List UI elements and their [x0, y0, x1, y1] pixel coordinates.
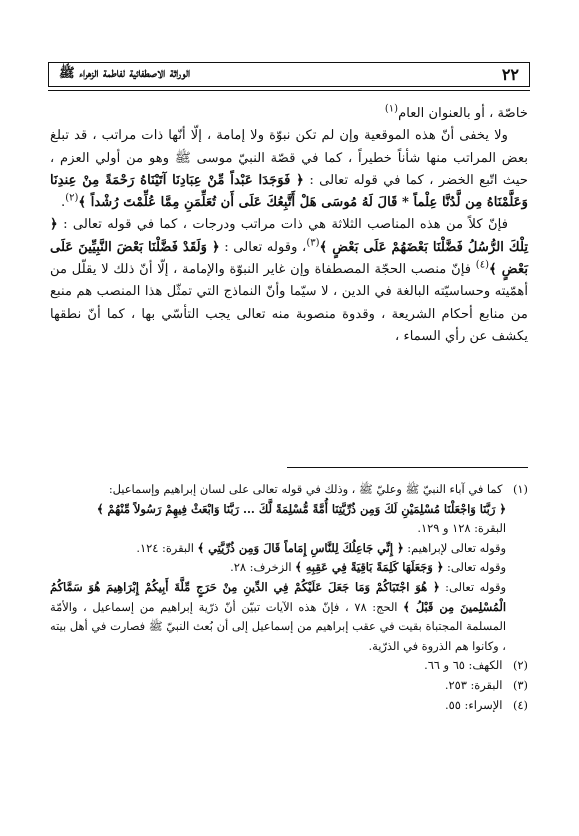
- paragraph-1-text: خاصّة ، أو بالعنوان العام: [398, 106, 528, 121]
- quran-quote: ﴿ فَوَجَدَا عَبْداً مِّنْ عِبَادِنَا آتَيْنَاهُ رَحْمَةً مِنْ عِندِنَا وَعَلَّمْنَاهُ مِن لَّدُنَّا عِلْماً * قَالَ لَهُ مُوسَى هَلْ أَتَّبِعُكَ عَلَى أَن تُعَلِّمَنِ مِمَّا عُلِّمْتَ رُشْداً ﴾: [50, 172, 528, 211]
- paragraph-2-end: .: [60, 195, 66, 211]
- header-rule: [48, 90, 530, 91]
- footnote-ref-text: البقرة: ١٢٨ و ١٢٩.: [417, 521, 506, 536]
- footnote-label: (٢): [512, 658, 528, 673]
- footnotes: [50, 480, 528, 715]
- footnote-separator: [287, 467, 528, 468]
- body-text: [50, 103, 528, 348]
- quran-quote: ﴿ وَلَقَدْ فَضَّلْنَا بَعْضَ النَّبِيِّينَ عَلَى بَعْضٍ ﴾: [50, 239, 528, 278]
- footnote-ref-3: (٣): [306, 237, 320, 249]
- page-number: ٢٢: [501, 65, 519, 84]
- footnote-text: البقرة: ٢٥٣.: [444, 677, 503, 692]
- footnote-1-ref: [50, 519, 528, 539]
- footnote-ref-4: (٤): [475, 259, 489, 271]
- footnote-1: [50, 480, 528, 500]
- footnote-label: (٣): [512, 677, 528, 692]
- footnote-text: الإسراء: ٥٥.: [445, 697, 503, 712]
- quran-quote: ﴿ وَجَعَلَهَا كَلِمَةً بَاقِيَةً فِي عَقِبِهِ ﴾: [295, 560, 444, 575]
- quran-quote: ﴿ إِنِّي جَاعِلُكَ لِلنَّاسِ إِمَاماً قَالَ وَمِن ذُرِّيَّتِي ﴾: [197, 540, 404, 555]
- quran-quote: ﴿ رَبَّنَا وَاجْعَلْنَا مُسْلِمَيْنِ لَكَ وَمِن ذُرِّيَّتِنَا أُمَّةً مُّسْلِمَةً لَّكَ ... رَبَّنَا وَابْعَثْ فِيهِمْ رَسُولاً مِّنْهُمْ ﴾: [96, 501, 506, 516]
- running-title: الوراثة الاصطفائية لفاطمة الزهراء ﷺ: [59, 66, 191, 81]
- paragraph-2-text: ولا يخفى أنّ هذه الموقعية وإن لم تكن نبوّة ولا إمامة ، إلّا أنّها ذات مراتب ، قد تبلغ بعض المراتب منها شأناً خطيراً ، كما في قصّة النبيّ موسى ﷺ وهو من أولي العزم ، حيث اتّبع الخضر ، كما في قوله تعالى :: [50, 128, 528, 188]
- footnote-text: الكهف: ٦٥ و ٦٦.: [424, 658, 503, 673]
- footnote-4: [50, 696, 528, 716]
- footnote-text: الحج: ٧٨ ، فإنّ هذه الآيات تبيّن أنّ ذرّية إبراهيم من إسماعيل ، والأمّة المسلمة المجتباة بقيت في عقب إبراهيم من إسماعيل إلى أن بُعث النبيّ ﷺ فصارت في أهل بيته ، وكانوا هم الذروة في الذرّية.: [50, 599, 506, 653]
- footnote-3: [50, 676, 528, 696]
- quran-quote: ﴿ هُوَ اجْتَبَاكُمْ وَمَا جَعَلَ عَلَيْكُمْ فِي الدِّينِ مِنْ حَرَجٍ مِّلَّةَ أَبِيكُمْ إِبْرَاهِيمَ هُوَ سَمَّاكُمُ الْمُسْلِمينَ مِن قَبْلُ ﴾: [50, 579, 507, 614]
- footnote-1-line-3: [50, 558, 528, 578]
- footnote-ref-text: البقرة: ١٢٤.: [136, 540, 198, 555]
- footnote-text: وقوله تعالى لإبراهيم:: [403, 540, 506, 555]
- footnote-text: وقوله تعالى:: [439, 579, 506, 594]
- footnote-ref-2: (٢): [65, 192, 79, 204]
- paragraph-3-text-b: ، وقوله تعالى :: [219, 239, 307, 255]
- footnote-label: (١): [512, 482, 528, 496]
- footnote-1-quote: [50, 500, 528, 520]
- footnote-ref-text: الزخرف: ٢٨.: [230, 560, 296, 575]
- paragraph-3-text-a: فإنّ كلاً من هذه المناصب الثلاثة هي ذات مراتب ودرجات ، كما في قوله تعالى :: [57, 217, 508, 233]
- footnote-1-line-2: [50, 539, 528, 559]
- footnote-1-line-4: [50, 578, 528, 656]
- paragraph-3-text-c: فإنّ منصب الحجّة المصطفاة وإن غاير النبوّة والإمامة ، إلّا أنّ ذلك لا يقلّل من أهمّيته وحساسيّته البالغة في الدين ، لا سيّما وأنّ النماذج التي تمثّل هذا المنصب هم منبع من منابع أحكام الشريعة ، وقدوة منصوبة منه تعالى يجب التأسّي بها ، كما أنّ نطقها يكشف عن رأي السماء ،: [50, 262, 528, 344]
- footnote-2: [50, 656, 528, 676]
- running-header: [48, 62, 530, 87]
- footnote-ref-1: (١): [384, 103, 399, 115]
- paragraph-1: [50, 103, 528, 125]
- footnote-label: (٤): [512, 697, 528, 712]
- quran-quote: ﴿ تِلْكَ الرُّسُلُ فَضَّلْنَا بَعْضَهُمْ عَلَى بَعْضٍ ﴾: [50, 217, 529, 255]
- footnote-text: وقوله تعالى:: [443, 560, 506, 575]
- footnote-text: كما في آباء النبيّ ﷺ وعليّ ﷺ ، وذلك في قوله تعالى على لسان إبراهيم وإسماعيل:: [108, 482, 503, 496]
- paragraph-3: [50, 214, 528, 348]
- paragraph-2: [50, 125, 528, 214]
